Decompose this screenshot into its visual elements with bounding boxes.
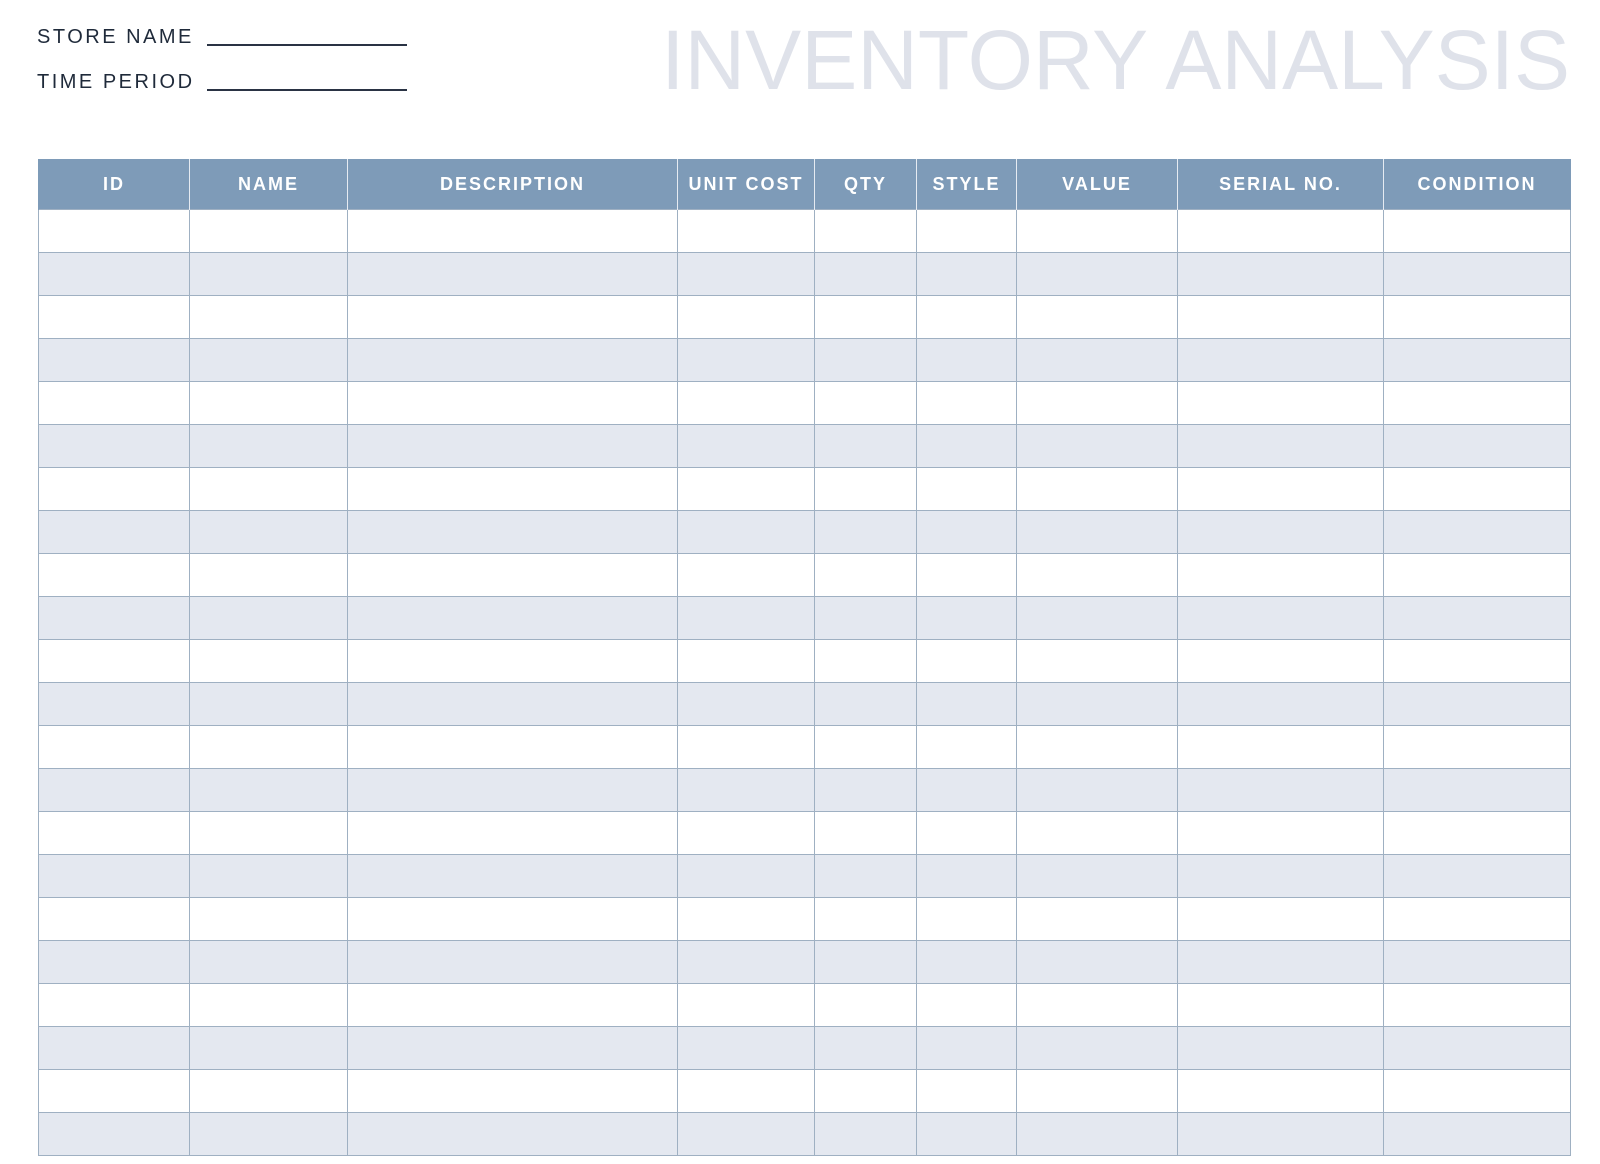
table-cell[interactable] [348,984,678,1027]
column-header-qty: QTY [815,160,917,210]
table-cell[interactable] [348,855,678,898]
time-period-field[interactable] [207,89,407,91]
column-header-unit-cost: UNIT COST [678,160,815,210]
table-cell[interactable] [1017,941,1178,984]
table-row [39,898,1571,941]
table-cell[interactable] [678,339,815,382]
table-cell[interactable] [1384,941,1571,984]
table-cell[interactable] [1178,640,1384,683]
table-row [39,984,1571,1027]
time-period-row [37,69,407,95]
table-cell[interactable] [815,769,917,812]
table-cell[interactable] [1017,726,1178,769]
column-header-id: ID [39,160,190,210]
table-cell[interactable] [917,855,1017,898]
table-cell[interactable] [39,984,190,1027]
table-cell[interactable] [678,898,815,941]
column-header-serial-no: SERIAL NO. [1178,160,1384,210]
table-row [39,640,1571,683]
table-cell[interactable] [1178,984,1384,1027]
table-cell[interactable] [39,597,190,640]
table-cell[interactable] [190,425,348,468]
table-cell[interactable] [1178,253,1384,296]
table-row [39,1027,1571,1070]
table-cell[interactable] [1384,597,1571,640]
table-cell[interactable] [1384,339,1571,382]
table-cell[interactable] [917,597,1017,640]
table-row [39,769,1571,812]
table-cell[interactable] [39,253,190,296]
table-cell[interactable] [1178,855,1384,898]
table-cell[interactable] [348,1113,678,1156]
table-cell[interactable] [39,382,190,425]
table-cell[interactable] [815,726,917,769]
table-cell[interactable] [39,1113,190,1156]
table-cell[interactable] [1017,511,1178,554]
table-cell[interactable] [1384,554,1571,597]
table-cell[interactable] [815,210,917,253]
table-cell[interactable] [348,898,678,941]
table-cell[interactable] [917,1113,1017,1156]
table-cell[interactable] [348,1070,678,1113]
table-row [39,253,1571,296]
table-cell[interactable] [1178,1070,1384,1113]
table-cell[interactable] [348,296,678,339]
table-cell[interactable] [1178,210,1384,253]
table-cell[interactable] [39,296,190,339]
store-name-field[interactable] [207,44,407,46]
table-cell[interactable] [917,941,1017,984]
table-cell[interactable] [190,683,348,726]
table-row [39,468,1571,511]
table-cell[interactable] [39,554,190,597]
table-cell[interactable] [1384,898,1571,941]
table-cell[interactable] [190,812,348,855]
table-cell[interactable] [917,210,1017,253]
table-cell[interactable] [1178,597,1384,640]
table-cell[interactable] [190,984,348,1027]
table-cell[interactable] [1384,253,1571,296]
table-cell[interactable] [190,1027,348,1070]
time-period-label: TIME PERIOD [37,71,195,93]
table-cell[interactable] [815,425,917,468]
table-cell[interactable] [917,769,1017,812]
table-cell[interactable] [348,511,678,554]
table-cell[interactable] [190,210,348,253]
table-row [39,210,1571,253]
table-cell[interactable] [348,210,678,253]
table-cell[interactable] [917,984,1017,1027]
table-row [39,812,1571,855]
table-cell[interactable] [678,1070,815,1113]
table-cell[interactable] [1178,726,1384,769]
table-cell[interactable] [1178,296,1384,339]
table-cell[interactable] [1384,640,1571,683]
table-cell[interactable] [1017,425,1178,468]
table-cell[interactable] [1384,1027,1571,1070]
table-cell[interactable] [678,382,815,425]
store-name-label: STORE NAME [37,26,194,48]
table-cell[interactable] [1384,511,1571,554]
table-cell[interactable] [1384,296,1571,339]
table-cell[interactable] [1017,640,1178,683]
table-cell[interactable] [1017,769,1178,812]
table-cell[interactable] [917,640,1017,683]
table-cell[interactable] [39,640,190,683]
header-fields [37,24,407,114]
table-cell[interactable] [39,1070,190,1113]
table-cell[interactable] [39,511,190,554]
inventory-table [38,159,1571,1156]
table-cell[interactable] [815,640,917,683]
table-body [39,210,1571,1156]
table-cell[interactable] [190,726,348,769]
table-cell[interactable] [190,855,348,898]
table-cell[interactable] [1384,726,1571,769]
table-cell[interactable] [815,296,917,339]
table-cell[interactable] [815,1027,917,1070]
table-cell[interactable] [348,425,678,468]
table-cell[interactable] [1017,468,1178,511]
table-cell[interactable] [348,253,678,296]
table-cell[interactable] [1017,1113,1178,1156]
table-cell[interactable] [1017,597,1178,640]
table-cell[interactable] [678,726,815,769]
table-cell[interactable] [1017,296,1178,339]
table-cell[interactable] [678,253,815,296]
table-cell[interactable] [39,726,190,769]
table-cell[interactable] [815,683,917,726]
table-cell[interactable] [1178,683,1384,726]
table-cell[interactable] [678,769,815,812]
table-cell[interactable] [815,339,917,382]
table-cell[interactable] [678,1113,815,1156]
table-cell[interactable] [190,1070,348,1113]
table-cell[interactable] [678,640,815,683]
table-cell[interactable] [1178,812,1384,855]
table-row [39,683,1571,726]
table-cell[interactable] [348,812,678,855]
table-cell[interactable] [815,941,917,984]
table-row [39,554,1571,597]
document-title: INVENTORY ANALYSIS [661,13,1570,107]
table-cell[interactable] [190,339,348,382]
table-cell[interactable] [190,296,348,339]
column-header-value: VALUE [1017,160,1178,210]
table-cell[interactable] [190,597,348,640]
table-cell[interactable] [678,296,815,339]
table-cell[interactable] [1384,468,1571,511]
table-row [39,726,1571,769]
table-cell[interactable] [1178,382,1384,425]
table-cell[interactable] [39,941,190,984]
table-cell[interactable] [348,597,678,640]
table-cell[interactable] [815,253,917,296]
table-cell[interactable] [678,1027,815,1070]
table-cell[interactable] [917,554,1017,597]
table-header-row [39,160,1571,210]
table-row [39,339,1571,382]
table-cell[interactable] [917,726,1017,769]
table-cell[interactable] [1178,468,1384,511]
table-cell[interactable] [815,511,917,554]
table-cell[interactable] [190,769,348,812]
table-cell[interactable] [1178,941,1384,984]
table-cell[interactable] [917,898,1017,941]
table-cell[interactable] [348,339,678,382]
table-cell[interactable] [1178,425,1384,468]
table-cell[interactable] [815,468,917,511]
table-cell[interactable] [917,812,1017,855]
table-cell[interactable] [917,253,1017,296]
table-cell[interactable] [348,1027,678,1070]
table-cell[interactable] [39,683,190,726]
table-cell[interactable] [1384,425,1571,468]
table-cell[interactable] [190,253,348,296]
table-cell[interactable] [917,1027,1017,1070]
table-cell[interactable] [39,898,190,941]
table-cell[interactable] [1017,812,1178,855]
table-cell[interactable] [815,1113,917,1156]
table-cell[interactable] [190,898,348,941]
table-cell[interactable] [1017,683,1178,726]
table-cell[interactable] [1384,382,1571,425]
table-cell[interactable] [1384,1070,1571,1113]
table-cell[interactable] [190,511,348,554]
table-cell[interactable] [678,855,815,898]
table-cell[interactable] [917,339,1017,382]
table-row [39,1070,1571,1113]
table-cell[interactable] [39,339,190,382]
table-cell[interactable] [1017,554,1178,597]
table-cell[interactable] [815,1070,917,1113]
table-cell[interactable] [1017,898,1178,941]
column-header-condition: CONDITION [1384,160,1571,210]
table-cell[interactable] [190,468,348,511]
table-cell[interactable] [917,296,1017,339]
column-header-description: DESCRIPTION [348,160,678,210]
table-cell[interactable] [190,941,348,984]
table-cell[interactable] [1017,855,1178,898]
table-cell[interactable] [917,511,1017,554]
table-cell[interactable] [1017,253,1178,296]
table-cell[interactable] [917,382,1017,425]
table-cell[interactable] [1384,769,1571,812]
table-cell[interactable] [917,1070,1017,1113]
table-cell[interactable] [917,425,1017,468]
table-cell[interactable] [1384,812,1571,855]
table-cell[interactable] [1178,898,1384,941]
table-cell[interactable] [348,640,678,683]
table-cell[interactable] [348,726,678,769]
table-cell[interactable] [39,468,190,511]
table-cell[interactable] [1017,1027,1178,1070]
table-cell[interactable] [39,210,190,253]
table-cell[interactable] [678,210,815,253]
table-cell[interactable] [1017,339,1178,382]
table-cell[interactable] [678,597,815,640]
table-cell[interactable] [917,468,1017,511]
table-cell[interactable] [678,812,815,855]
table-cell[interactable] [815,984,917,1027]
table-cell[interactable] [1178,339,1384,382]
table-cell[interactable] [815,855,917,898]
column-header-name: NAME [190,160,348,210]
table-row [39,296,1571,339]
table-cell[interactable] [678,468,815,511]
table-cell[interactable] [1384,683,1571,726]
table-row [39,1113,1571,1156]
store-name-row [37,24,407,50]
table-cell[interactable] [1017,1070,1178,1113]
table-cell[interactable] [190,382,348,425]
table-cell[interactable] [39,425,190,468]
table-cell[interactable] [678,941,815,984]
column-header-style: STYLE [917,160,1017,210]
table-row [39,425,1571,468]
table-cell[interactable] [348,382,678,425]
table-cell[interactable] [1017,382,1178,425]
table-cell[interactable] [678,683,815,726]
table-cell[interactable] [815,812,917,855]
table-cell[interactable] [190,554,348,597]
table-cell[interactable] [190,640,348,683]
table-cell[interactable] [1178,554,1384,597]
table-cell[interactable] [39,1027,190,1070]
table-cell[interactable] [678,984,815,1027]
table-cell[interactable] [1384,984,1571,1027]
table-cell[interactable] [1178,1113,1384,1156]
table-row [39,597,1571,640]
table-cell[interactable] [1384,210,1571,253]
table-cell[interactable] [1178,511,1384,554]
table-cell[interactable] [39,812,190,855]
table-cell[interactable] [1178,1027,1384,1070]
table-cell[interactable] [348,468,678,511]
table-cell[interactable] [348,554,678,597]
table-cell[interactable] [348,941,678,984]
table-cell[interactable] [1384,855,1571,898]
table-cell[interactable] [1178,769,1384,812]
table-cell[interactable] [39,769,190,812]
table-cell[interactable] [1017,210,1178,253]
table-row [39,382,1571,425]
table-row [39,511,1571,554]
table-cell[interactable] [39,855,190,898]
table-cell[interactable] [678,554,815,597]
table-cell[interactable] [815,382,917,425]
table-cell[interactable] [1017,984,1178,1027]
table-cell[interactable] [348,769,678,812]
table-row [39,941,1571,984]
table-cell[interactable] [917,683,1017,726]
table-cell[interactable] [815,597,917,640]
table-cell[interactable] [190,1113,348,1156]
table-cell[interactable] [678,425,815,468]
table-cell[interactable] [815,554,917,597]
table-cell[interactable] [348,683,678,726]
table-cell[interactable] [1384,1113,1571,1156]
table-cell[interactable] [815,898,917,941]
table-row [39,855,1571,898]
table-cell[interactable] [678,511,815,554]
